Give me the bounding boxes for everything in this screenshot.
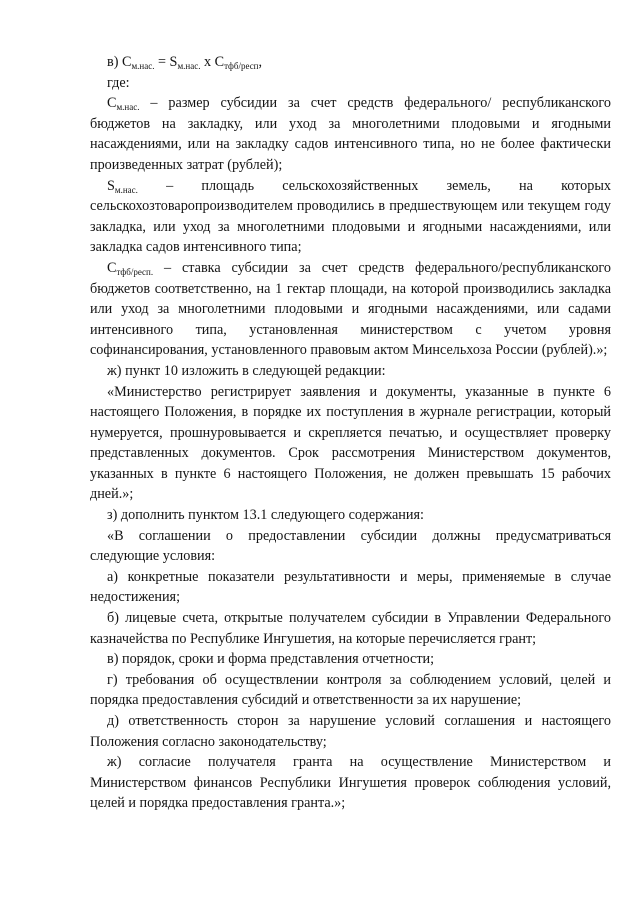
formula-suffix: , [258,54,263,70]
paragraph-condition-b: б) лицевые счета, открытые получателем субсидии в Управлении Федерального казначейства по Республике Ингушетия, на которые перечисляется грант; [90,610,611,647]
definition-rate-paragraph [90,258,611,361]
formula-line [90,52,611,73]
definition-rate-text: – ставка субсидии за счет средств федерального/республиканского бюджетов соответственно, на 1 гектар площади, на которой производились закладка или уход за многолетними плодовыми и ягодными насаждениями, или садами интенсивного типа, установленная министерством с учетом уровня софинансирования, установленного правовым актом Минсельхоза России (рублей).»; [90,259,611,359]
paragraph-condition-g: г) требования об осуществлении контроля за соблюдением условий, целей и порядка предоставления субсидий и ответственности за их нарушение; [90,671,611,709]
paragraph-registration-text: «Министерство регистрирует заявления и документы, указанные в пункте 6 настоящего Положения, в порядке их поступления в журнале регистрации, который нумеруется, прошнуровывается и скрепляется печатью, и осуществляет проверку представленных документов. Срок рассмотрения Министерством документов, указанных в пункте 6 настоящего Положения, не должен превышать 15 рабочих дней.»; [90,383,611,503]
definition-s-paragraph [90,176,611,258]
definition-c-paragraph [90,93,611,175]
formula-subscript-1: м.нас. [131,61,155,71]
paragraph-item-zh-point-10: ж) пункт 10 изложить в следующей редакции: [107,362,386,379]
definition-rate-subscript: тфб/респ. [116,266,154,277]
formula-subscript-3: тфб/респ [224,61,259,71]
where-label: где: [107,74,130,91]
formula-subscript-2: м.нас. [177,61,201,71]
definition-s-text: – площадь сельскохозяйственных земель, на которых сельскохозтоваропроизводителем проводились в предшествующем или текущем году закладка, или уход за многолетними плодовыми и ягодными насаждениями, или закладка садов интенсивного типа; [90,177,611,256]
paragraph-agreement-conditions: «В соглашении о предоставлении субсидии должны предусматриваться следующие условия: [90,527,611,565]
formula-equals: = S [154,54,178,70]
paragraph-condition-zh: ж) согласие получателя гранта на осуществление Министерством и Министерством финансов Республики Ингушетия проверок соблюдения условий, целей и порядка предоставления гранта.»; [90,754,611,812]
definition-rate-symbol: С [107,259,117,276]
definition-c-symbol: С [107,95,117,112]
formula-times: х С [200,54,225,70]
paragraph-item-z-point-13-1: з) дополнить пунктом 13.1 следующего содержания: [107,507,424,524]
paragraph-condition-v: в) порядок, сроки и форма представления отчетности; [107,651,435,668]
paragraph-condition-d: д) ответственность сторон за нарушение условий соглашения и настоящего Положения согласно законодательству; [90,713,611,750]
definition-s-symbol: S [107,177,115,194]
formula-prefix: в) С [107,54,132,70]
definition-c-subscript: м.нас. [116,102,140,113]
definition-c-text: – размер субсидии за счет средств федерального/ республиканского бюджетов на закладку, или уход за многолетними плодовыми и ягодными насаждениями, или на закладку садов интенсивного типа, но не более фактически произведенных затрат (рублей); [90,95,611,173]
definition-s-subscript: м.нас. [114,184,138,195]
paragraph-condition-a: а) конкретные показатели результативности и меры, применяемые в случае недостижения; [90,568,611,606]
